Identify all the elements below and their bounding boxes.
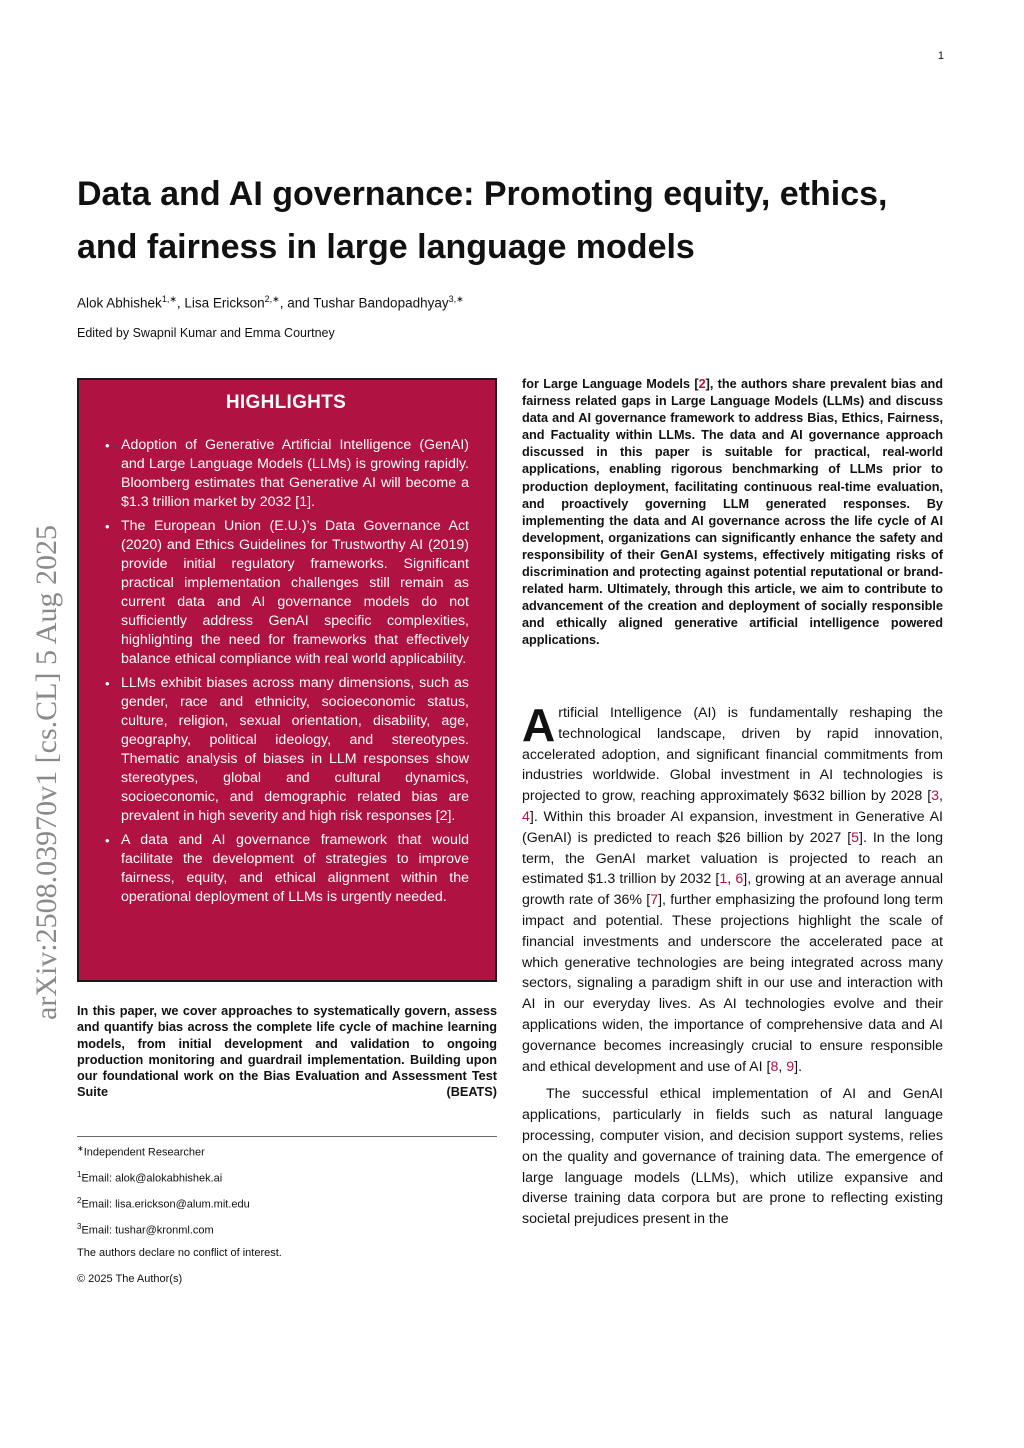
footnote-email-3 [77,1220,497,1246]
paragraph-text: , [939,788,943,805]
arxiv-identifier-stamp: arXiv:2508.03970v1 [cs.CL] 5 Aug 2025 [30,525,63,1020]
highlight-item: • LLMs exhibit biases across many dimensions, such as gender, race and ethnicity, socioeconomic status, culture, religion, sexual orientation, disability, age, geography, political ideology, and stereotypes. Thematic analysis of biases in LLM responses show stereotypes, global and cultural dynamics, socioeconomic, and demographic related bias are prevalent in high severity and high risk responses [2]. [121,674,469,826]
footnote-email-2 [77,1194,497,1220]
footnote-marker: ∗ [77,1144,84,1153]
paragraph-text: ]. [794,1058,803,1075]
abstract-right-column [522,376,943,650]
paragraph-text: ], further emphasizing the profound long term impact and potential. These projections highlight the scale of financial investments and underscore the accelerated pace at which generative technologies are being integrated across many sectors, signaling a paradigm shift in our use and interaction with AI in our everyday lives. As AI technologies evolve and their applications widen, the importance of comprehensive data and AI governance becomes increasingly crucial to ensure responsible and ethical development and use of AI [ [522,892,944,1075]
footnote-text: Independent Researcher [83,1146,205,1159]
editors-line: Edited by Swapnil Kumar and Emma Courtney [77,326,335,340]
footnotes [77,1142,497,1298]
paragraph-text: , [727,871,736,888]
author-list [77,294,464,311]
footnote-text: Email: alok@alokabhishek.ai [81,1172,223,1185]
highlight-item: • A data and AI governance framework that would facilitate the development of strategies to improve fairness, equity, and ethical alignment within the operational deployment of LLMs is urgently needed. [121,831,469,907]
abstract-text: for Large Language Models [ [522,377,699,391]
footnote-marker: 1 [77,1170,82,1179]
page-number: 1 [937,50,944,62]
highlights-list [103,436,469,907]
citation-link[interactable]: 5 [851,829,860,846]
paragraph-text: ]. In the long term, the GenAI market valuation is projected to reach an estimated $1.3 trillion by 2032 [ [522,829,943,888]
footnote-text: Email: lisa.erickson@alum.mit.edu [81,1198,250,1211]
citation-link[interactable]: 6 [735,871,744,888]
footnote-email-1 [77,1168,497,1194]
author-separator: , [176,295,185,311]
highlight-item: • The European Union (E.U.)’s Data Governance Act (2020) and Ethics Guidelines for Trustworthy AI (2019) provide initial regulatory frameworks. Significant practical implementation challenges still remain as current data and AI governance models do not sufficiently address GenAI specific complexities, highlighting the need for frameworks that effectively balance ethical compliance with real world applicability. [121,517,469,669]
footnote-marker: 2 [77,1196,82,1205]
paragraph-text: rtificial Intelligence (AI) is fundamentally reshaping the technological landscape, driven by rapid innovation, accelerated adoption, and significant financial commitments from industries worldwide. Global investment in AI technologies is projected to grow, reaching approximately $632 billion by 2028 [ [522,705,943,805]
author-affiliation: 1,∗ [161,294,177,304]
footnote-text: Email: tushar@kronml.com [81,1224,214,1237]
citation-link[interactable]: 2 [698,377,706,391]
citation-link[interactable]: 3 [931,788,940,805]
paper-title: Data and AI governance: Promoting equity, ethics, and fairness in large language models [77,175,888,266]
conflict-statement: The authors declare no conflict of interest. [77,1247,282,1259]
citation-link[interactable]: 7 [650,892,659,909]
paragraph-text: , [778,1058,787,1075]
citation-link[interactable]: 8 [770,1058,779,1075]
body-paragraph: The successful ethical implementation of AI and GenAI applications, particularly in fields such as natural language processing, computer vision, and decision support systems, relies on the quality and governance of training data. The emergence of large language models (LLMs), which utilize expansive and diverse training data corpora but are prone to reflecting existing societal prejudices present in the [522,1086,943,1228]
footnote-affiliation [77,1142,497,1168]
body-text [522,699,944,1230]
intro-paragraph [522,699,944,1077]
paragraph-text: ]. Within this broader AI expansion, investment in Generative AI (GenAI) is predicted to reach $26 billion by 2027 [ [522,808,943,846]
author-affiliation: 3,∗ [448,294,464,304]
author-name: Tushar Bandopadhyay [313,295,449,311]
citation-link[interactable]: 9 [786,1058,795,1075]
footnote-marker: 3 [77,1222,82,1231]
drop-cap: A [522,699,556,751]
highlights-box [77,378,497,982]
citation-link[interactable]: 1 [719,871,728,888]
citation-link[interactable]: 4 [522,808,530,825]
highlight-item: • Adoption of Generative Artificial Intelligence (GenAI) and Large Language Models (LLMs) is growing rapidly. Bloomberg estimates that Generative AI will become a $1.3 trillion market by 2032 [1]. [121,436,469,512]
footnote-divider [77,1136,497,1137]
copyright-notice: © 2025 The Author(s) [77,1273,183,1285]
abstract-left-column: In this paper, we cover approaches to systematically govern, assess and quantify bias across the complete life cycle of machine learning models, from initial development and validation to ongoing production monitoring and guardrail implementation. Building upon our foundational work on the Bias Evaluation and Assessment Test Suite (BEATS) [77,1004,497,1100]
abstract-text: ], the authors share prevalent bias and fairness related gaps in Large Language Models (LLMs) and discuss data and AI governance framework to address Bias, Ethics, Fairness, and Factuality within LLMs. The data and AI governance approach discussed in this paper is suitable for practical, real-world applications, enabling rigorous benchmarking of LLMs prior to production deployment, facilitating continuous real-time evaluation, and proactively governing LLM generated responses. By implementing the data and AI governance across the life cycle of AI development, organizations can significantly enhance the safety and responsibility of their GenAI systems, effectively mitigating risks of discrimination and protecting against potential reputational or brand-related harm. Ultimately, through this article, we aim to contribute to advancement of the creation and deployment of socially responsible and ethically aligned generative artificial intelligence powered applications. [522,377,943,648]
paragraph-text: ], growing at an average annual growth rate of 36% [ [522,871,944,909]
highlights-heading: HIGHLIGHTS [225,392,347,413]
author-affiliation: 2,∗ [264,294,280,304]
author-name: Lisa Erickson [184,295,265,311]
author-separator: , and [279,295,314,311]
author-name: Alok Abhishek [77,295,162,311]
